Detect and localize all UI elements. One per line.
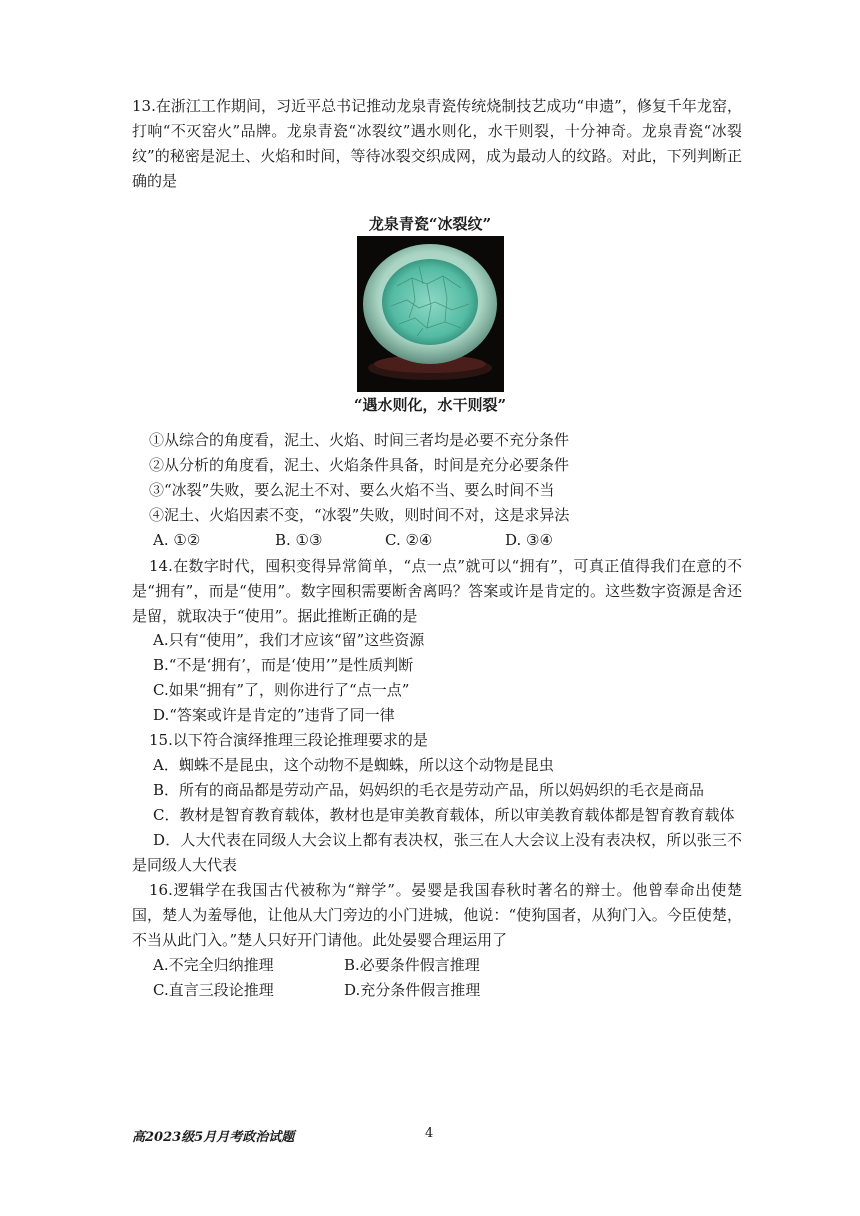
q13-option-a: A. ①② [153, 531, 201, 549]
footer-exam-title: 高2023级5月月考政治试题 [132, 1130, 295, 1145]
q13-option-b: B. ①③ [275, 531, 323, 549]
footer-page-number: 4 [425, 1126, 434, 1141]
q13-statement-3: ③“冰裂”失败，要么泥土不对、要么火焰不当、要么时间不当 [149, 481, 555, 499]
celadon-plate-image [357, 236, 504, 392]
figure-caption: “遇水则化，水干则裂” [353, 396, 507, 414]
q15-option-a: A．蜘蛛不是昆虫，这个动物不是蜘蛛，所以这个动物是昆虫 [153, 756, 554, 774]
figure-title: 龙泉青瓷“冰裂纹” [368, 215, 492, 233]
q16-option-c: C.直言三段论推理 [153, 981, 274, 999]
q14-option-c: C.如果“拥有”了，则你进行了“点一点” [153, 681, 410, 699]
q13-option-d: D. ③④ [505, 531, 553, 549]
celadon-plate-photo [357, 236, 504, 392]
q13-stem: 13.在浙江工作期间，习近平总书记推动龙泉青瓷传统烧制技艺成功“申遗”，修复千年龙窑，打响“不灭窑火”品牌。龙泉青瓷“冰裂纹”遇水则化，水干则裂，十分神奇。龙泉青瓷“冰裂纹”的秘密是泥土、火焰和时间，等待冰裂交织成网，成为最动人的纹路。对此，下列判断正确的是 [132, 97, 742, 190]
q15-stem: 15.以下符合演绎推理三段论推理要求的是 [149, 731, 428, 749]
q16-option-d: D.充分条件假言推理 [344, 981, 481, 999]
q15-option-d: D．人大代表在同级人大会议上都有表决权，张三在人大会议上没有表决权，所以张三不是同级人大代表 [132, 831, 742, 874]
q13-statement-1: ①从综合的角度看，泥土、火焰、时间三者均是必要不充分条件 [149, 431, 570, 449]
q13-statement-4: ④泥土、火焰因素不变，“冰裂”失败，则时间不对，这是求异法 [149, 506, 570, 524]
q13-statement-2: ②从分析的角度看，泥土、火焰条件具备，时间是充分必要条件 [149, 456, 570, 474]
q16-option-a: A.不完全归纳推理 [153, 956, 274, 974]
q14-option-d: D.“答案或许是肯定的”违背了同一律 [153, 706, 395, 724]
q14-option-a: A.只有“使用”，我们才应该“留”这些资源 [153, 631, 425, 649]
q16-stem: 16.逻辑学在我国古代被称为“辩学”。晏婴是我国春秋时著名的辩士。他曾奉命出使楚国，楚人为羞辱他，让他从大门旁边的小门进城，他说：“使狗国者，从狗门入。今臣使楚，不当从此门入。”楚人只好开门请他。此处晏婴合理运用了 [132, 881, 742, 949]
q14-option-b: B.“不是‘拥有’，而是‘使用’”是性质判断 [153, 656, 414, 674]
q14-stem: 14.在数字时代，囤积变得异常简单，“点一点”就可以“拥有”，可真正值得我们在意的不是“拥有”，而是“使用”。数字囤积需要断舍离吗？答案或许是肯定的。这些数字资源是舍还是留，就取决于“使用”。据此推断正确的是 [132, 557, 742, 625]
q16-option-b: B.必要条件假言推理 [344, 956, 480, 974]
q13-option-c: C. ②④ [385, 531, 433, 549]
q15-option-b: B．所有的商品都是劳动产品，妈妈织的毛衣是劳动产品，所以妈妈织的毛衣是商品 [153, 781, 705, 799]
q15-option-c: C．教材是智育教育载体，教材也是审美教育载体，所以审美教育载体都是智育教育载体 [153, 806, 735, 824]
